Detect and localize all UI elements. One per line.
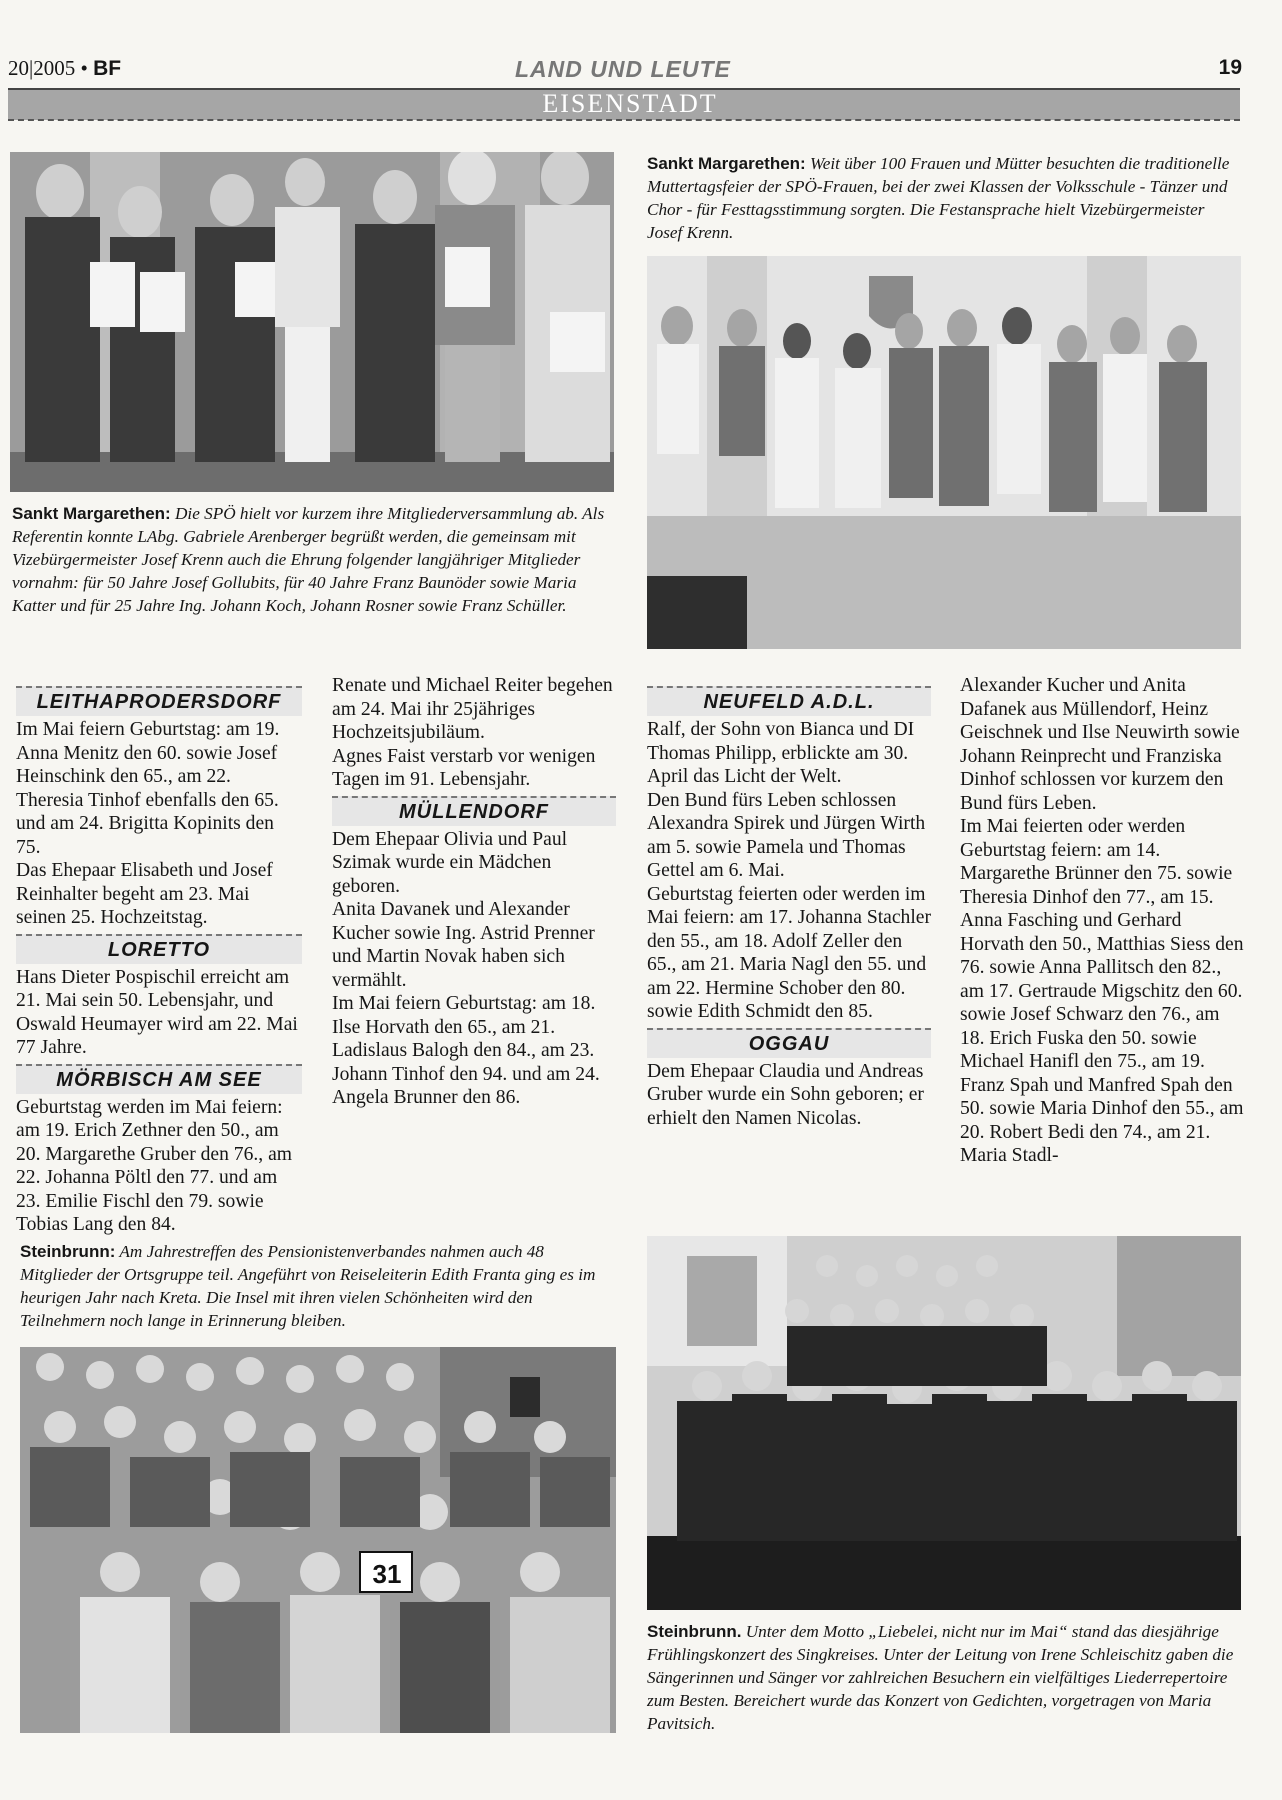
caption-text: Die SPÖ hielt vor kurzem ihre Mitgliederversammlung ab. Als Referentin konnte LAbg. Gabriele Arenberger begrüßt werden, die gemeinsam mit Vizebürgermeister Josef Krenn auch die Ehrung folgender langjähriger Mitglieder vornahm: für 50 Jahre Josef Gollubits, für 40 Jahre Franz Baunöder sowie Maria Katter und für 25 Jahre Ing. Johann Koch, Johann Rosner sowie Franz Schüller. [12, 504, 605, 615]
section-heading-moerbisch: MÖRBISCH AM SEE [16, 1064, 302, 1094]
section-heading-loretto: LORETTO [16, 934, 302, 964]
photo-schoolchildren [647, 256, 1241, 649]
section-heading-neufeld: NEUFELD A.D.L. [647, 686, 931, 716]
section-heading-oggau: OGGAU [647, 1028, 931, 1058]
section-heading-leithaprodersdorf: LEITHAPRODERSDORF [16, 686, 302, 716]
caption-lead: Steinbrunn: [20, 1242, 116, 1261]
caption-text: Weit über 100 Frauen und Mütter besuchten die traditionelle Muttertagsfeier der SPÖ-Frauen, bei der zwei Klassen der Volksschule - Tänzer und Chor - für Festtagsstimmung sorgten. Die Festansprache hielt Vizebürgermeister Josef Krenn. [647, 154, 1230, 242]
paragraph: Dem Ehepaar Claudia und Andreas Gruber wurde ein Sohn geboren; er erhielt den Namen Nicolas. [647, 1060, 924, 1129]
column-4 [960, 674, 1244, 1168]
section-heading-muellendorf: MÜLLENDORF [332, 796, 616, 826]
column-2 [332, 674, 616, 1110]
paragraph: Den Bund fürs Leben schlossen Alexandra Spirek und Jürgen Wirth am 5. sowie Pamela und Thomas Gettel am 6. Mai. [647, 789, 926, 881]
paragraph: Ralf, der Sohn von Bianca und DI Thomas Philipp, erblickte am 30. April das Licht der Welt. [647, 719, 915, 787]
photo-number-sign: 31 [372, 1559, 402, 1589]
paragraph: Im Mai feiern Geburtstag: am 18. Ilse Horvath den 65., am 21. Ladislaus Balogh den 84., am 23. Johann Tinhof den 94. und am 24. Angela Brunner den 86. [332, 993, 600, 1108]
caption-lead: Sankt Margarethen: [12, 504, 171, 523]
caption-text: Am Jahrestreffen des Pensionistenverbandes nahmen auch 48 Mitglieder der Ortsgruppe teil. Angeführt von Reiseleiterin Edith Franta ging es im heurigen Jahr nach Kreta. Die Insel mit ihren vielen Schönheiten wird den Teilnehmern noch lange in Erinnerung bleiben. [20, 1242, 596, 1330]
paragraph: Renate und Michael Reiter begehen am 24. Mai ihr 25jähriges Hochzeitsjubiläum. [332, 675, 613, 743]
paragraph: Agnes Faist verstarb vor wenigen Tagen im 91. Lebensjahr. [332, 745, 596, 790]
paragraph: Alexander Kucher und Anita Dafanek aus Müllendorf, Heinz Geischnek und Ilse Neuwirth sowie Johann Reinprecht und Franziska Dinhof schlossen vor kurzem den Bund fürs Leben. [960, 675, 1240, 814]
page-number: 19 [1218, 56, 1242, 79]
caption-muttertag [647, 152, 1237, 244]
paragraph: Hans Dieter Pospischil erreicht am 21. Mai sein 50. Lebensjahr, und Oswald Heumayer wird am 22. Mai 77 Jahre. [16, 966, 298, 1058]
paragraph: Geburtstag werden im Mai feiern: am 19. Erich Zethner den 50., am 20. Margarethe Gruber den 76., am 22. Johanna Pöltl den 77. und am 23. Emilie Fischl den 79. sowie Tobias Lang den 84. [16, 1096, 293, 1235]
column-1 [16, 682, 302, 1237]
column-3 [647, 682, 931, 1130]
caption-lead: Steinbrunn. [647, 1622, 742, 1641]
paragraph: Dem Ehepaar Olivia und Paul Szimak wurde ein Mädchen geboren. [332, 828, 568, 897]
paragraph: Das Ehepaar Elisabeth und Josef Reinhalter begeht am 23. Mai seinen 25. Hochzeitstag. [16, 860, 273, 928]
photo-spoe-members [10, 152, 614, 492]
issue-label [8, 56, 121, 81]
photo-pensionisten-group [20, 1347, 616, 1733]
caption-singkreis [647, 1620, 1239, 1735]
region-title: EISENSTADT [542, 89, 718, 118]
header-divider [8, 119, 1240, 121]
paragraph: Im Mai feierten oder werden Geburtstag feiern: am 14. Margarethe Brünner den 75. sowie Theresia Dinhof den 77., am 15. Anna Fasching und Gerhard Horvath den 50., Matthias Siess den 76. sowie Anna Pallitsch den 82., am 17. Gertraude Migschitz den 60. sowie Josef Schwarz den 76., am 18. Erich Fuska den 50. sowie Michael Hanifl den 75., am 19. Franz Spah und Manfred Spah den 50. sowie Maria Dinhof den 55., am 20. Robert Bedi den 74., am 21. Maria Stadl- [960, 816, 1244, 1166]
paragraph: Im Mai feiern Geburtstag: am 19. Anna Menitz den 60. sowie Josef Heinschink den 65., am 22. Theresia Tinhof ebenfalls den 65. und am 24. Brigitta Kopinits den 75. [16, 719, 280, 858]
caption-spoe-members [12, 502, 612, 617]
caption-text: Unter dem Motto „Liebelei, nicht nur im Mai“ stand das diesjährige Frühlingskonzert des Singkreises. Unter der Leitung von Irene Schleischitz gaben die Sängerinnen und Sänger vor zahlreichen Besuchern ein vielfältiges Liederrepertoire zum Besten. Bereichert wurde das Konzert von Gedichten, vorgetragen von Maria Pavitsich. [647, 1622, 1234, 1733]
issue-number: 20|2005 • [8, 56, 88, 80]
section-title: LAND UND LEUTE [515, 56, 731, 82]
paragraph: Anita Davanek und Alexander Kucher sowie Ing. Astrid Prenner und Martin Novak haben sich vermählt. [332, 899, 595, 991]
magazine-name: BF [93, 57, 122, 80]
caption-lead: Sankt Margarethen: [647, 154, 806, 173]
caption-pensionisten [20, 1240, 620, 1332]
paragraph: Geburtstag feierten oder werden im Mai feiern: am 17. Johanna Stachler den 55., am 18. Adolf Zeller den 65., am 21. Maria Nagl den 55. und am 22. Hermine Schober den 80. sowie Edith Schmidt den 85. [647, 883, 932, 1022]
photo-singkreis-choir [647, 1236, 1241, 1610]
